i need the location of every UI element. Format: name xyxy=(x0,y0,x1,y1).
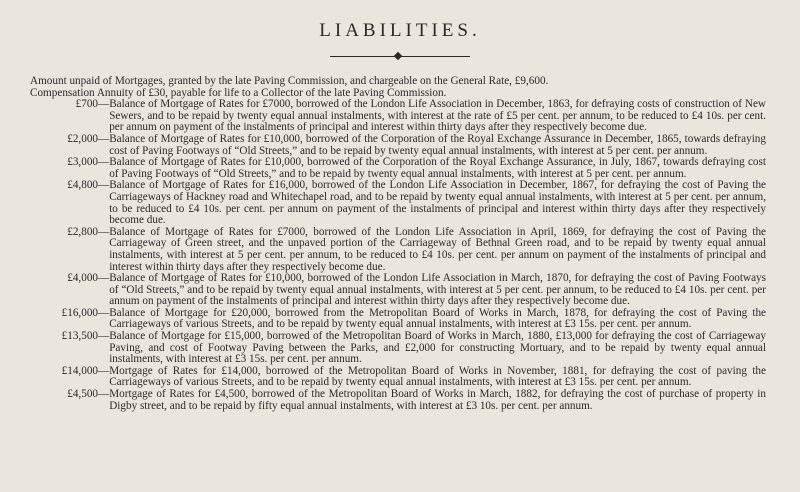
entry-dash: — xyxy=(98,225,110,238)
entry-amount: £13,500 xyxy=(61,330,98,343)
entry-description: Balance of Mortgage of Rates for £10,000, borrowed of the Corporation of the Royal Exchange Assurance, in July, 1867, towards defraying cost of Paving Footways of “Old Streets,” and to be repaid by twenty equal annual instalments, with interest at 5 per cent. per annum. xyxy=(109,156,766,180)
entry-description: Balance of Mortgage for £15,000, borrowed of the Metropolitan Board of Works in March, 1880, £13,000 for defraying the cost of Carriageway Paving, and cost of Footway Paving between the Parks, and £2,000 for constructing Mortuary, and to be repaid by twenty equal annual instalments, with interest at £3 15s. per cent. per annum. xyxy=(109,330,766,366)
entry-amount: £16,000 xyxy=(61,306,98,319)
entry-dash: — xyxy=(98,272,110,285)
divider-diamond-icon xyxy=(394,52,402,60)
liability-entry xyxy=(30,180,770,226)
entry-description: Balance of Mortgage of Rates for £7000, borrowed of the London Life Association in April, 1869, for defraying the cost of Paving the Carriageway of Green street, and the unpaved portion of the Carriageway of Bethnal Green road, and to be repaid by twenty equal annual instalments, with interest at 5 per cent. per annum, to be reduced to £4 10s. per cent. per annum on payment of the instalments of principal and interest within thirty days after they respectively become due. xyxy=(109,225,766,273)
liability-entry xyxy=(30,99,770,134)
entry-amount: £4,800 xyxy=(67,179,98,192)
intro-line-mortgages: Amount unpaid of Mortgages, granted by the late Paving Commission, and chargeable on the General Rate, £9,600. xyxy=(30,75,549,87)
entry-description: Balance of Mortgage of Rates for £10,000, borrowed of the Corporation of the Royal Exchange Assurance in December, 1865, towards defraying cost of Paving Footways of “Old Streets,” and to be repaid by twenty equal annual instalments, with interest at 5 per cent. per annum. xyxy=(109,132,766,157)
entry-description: Balance of Mortgage for £20,000, borrowed from the Metropolitan Board of Works in March, 1878, for defraying the cost of Paving the Carriageways of various Streets, and to be repaid by twenty equal annual instalments, with interest at £3 15s. per cent. per annum. xyxy=(109,306,766,331)
entry-description: Balance of Mortgage of Rates for £7000, borrowed of the London Life Association in December, 1863, for defraying costs of construction of New Sewers, and to be repaid by twenty equal annual instalments, with interest at the rate of £5 per cent. per annum, to be reduced to £4 10s. per cent. per annum on payment of the instalments of principal and interest within thirty days after they respectively become due. xyxy=(109,98,766,134)
entry-dash: — xyxy=(98,156,110,169)
entry-amount: £4,500 xyxy=(67,388,98,401)
liability-entry xyxy=(30,134,770,157)
entry-dash: — xyxy=(98,330,110,343)
intro-line-annuity: Compensation Annuity of £30, payable for life to a Collector of the late Paving Commission. xyxy=(30,86,447,99)
entry-amount: £2,000 xyxy=(67,132,98,145)
page-title: LIABILITIES. xyxy=(319,20,481,41)
liability-entry xyxy=(30,389,770,412)
entry-description: Mortgage of Rates for £14,000, borrowed of the Metropolitan Board of Works in November, 1881, for defraying the cost of paving the Carriageways of various Streets, and to be repaid by twenty equal annual instalments, with interest at £3 15s. per cent. per annum. xyxy=(109,364,766,389)
entry-dash: — xyxy=(98,364,110,377)
liabilities-list xyxy=(30,99,770,412)
entry-amount: £14,000 xyxy=(61,364,98,377)
entry-amount: £4,000 xyxy=(67,272,98,285)
liability-entry xyxy=(30,273,770,308)
entry-description: Balance of Mortgage of Rates for £10,000, borrowed of the London Life Association in March, 1870, for defraying the cost of Paving Footways of “Old Streets,” and to be repaid by twenty equal annual instalments, with interest at 5 per cent. per annum, to be reduced to £4 10s. per cent. per annum on payment of the instalments of principal and interest within thirty days after they respectively become due. xyxy=(109,272,766,308)
entry-dash: — xyxy=(98,306,110,319)
entry-dash: — xyxy=(98,98,110,111)
intro-block xyxy=(30,76,770,99)
liability-entry xyxy=(30,157,770,180)
entry-description: Balance of Mortgage of Rates for £16,000, borrowed of the London Life Association in December, 1867, for defraying the cost of Paving the Carriageways of Hackney road and Whitechapel road, and to be repaid by twenty equal annual instalments, with interest at 5 per cent. per annum, to be reduced to £4 10s. per cent. per annum on payment of the instalments of principal and interest within thirty days after they respectively become due. xyxy=(109,179,766,227)
liability-entry xyxy=(30,227,770,273)
entry-dash: — xyxy=(98,132,110,145)
entry-amount: £2,800 xyxy=(67,225,98,238)
liability-entry xyxy=(30,366,770,389)
entry-description: Mortgage of Rates for £4,500, borrowed of the Metropolitan Board of Works in March, 1882, for defraying the cost of purchase of property in Digby street, and to be repaid by fifty equal annual instalments, with interest at £3 10s. per cent. per annum. xyxy=(109,388,766,412)
title-ornament-divider xyxy=(330,52,470,60)
entry-amount: £3,000 xyxy=(67,156,98,169)
liability-entry xyxy=(30,331,770,366)
liability-entry xyxy=(30,308,770,331)
entry-dash: — xyxy=(98,388,110,401)
entry-amount: £700 xyxy=(75,98,98,111)
entry-dash: — xyxy=(98,179,110,192)
